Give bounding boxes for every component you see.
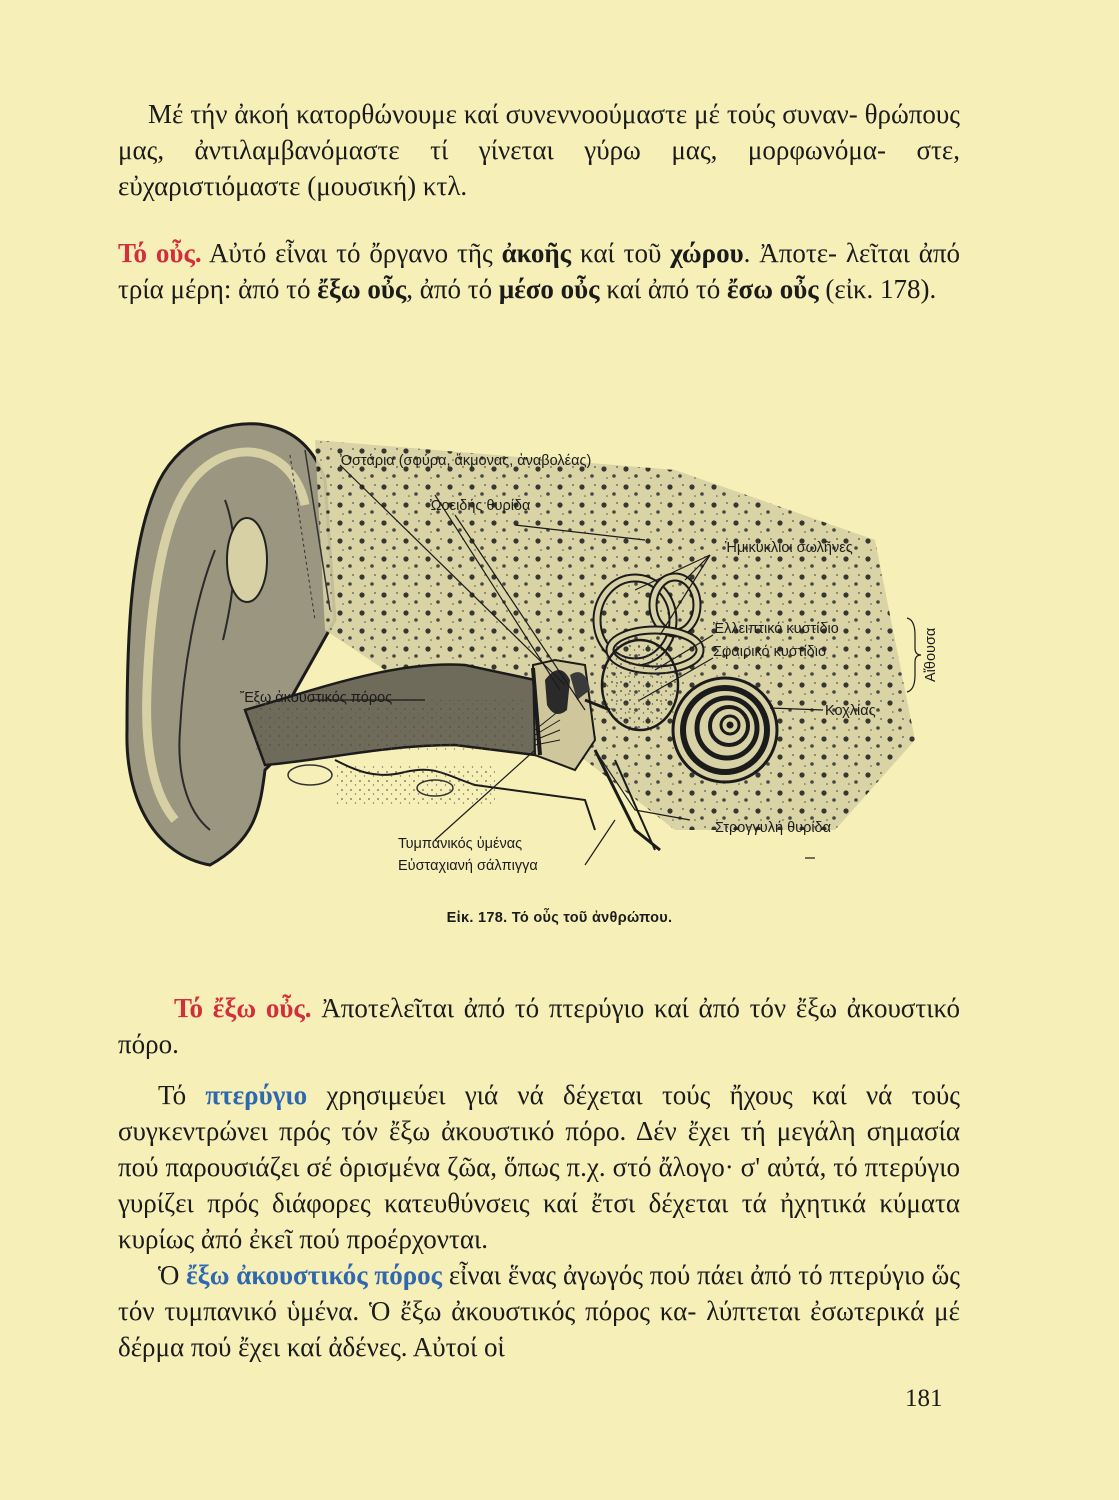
label-round-window: Στρογγυλή θυρίδα: [715, 820, 831, 836]
heading-ear: Τό οὖς.: [118, 238, 202, 268]
label-vestibule: Αἴθουσα: [923, 627, 939, 682]
p2-text-3: . Ἀποτε- λεῖται ἀπό τρία μέρη: ἀπό τό: [118, 238, 961, 304]
p3-text: Ἀποτελεῖται ἀπό τό πτερύγιο καί ἀπό τόν ἔξω ἀκουστικό πόρο.: [118, 993, 960, 1059]
page-number: 181: [905, 1385, 943, 1412]
term-outer-ear: ἔξω οὖς: [317, 274, 407, 304]
label-ear-canal: Ἔξω ἀκουστικός πόρος: [240, 690, 393, 706]
label-cochlea: Κοχλίας: [825, 703, 876, 719]
p5-text: εἶναι ἕνας ἀγωγός πού πάει ἀπό τό πτερύγιο ὥς τόν τυμπανικό ὑμένα. Ὁ ἔξω ἀκουστικός πόρος κα- λύπτεται ἐσωτερικά μέ δέρμα πού ἔχει καί ἀδένες. Αὐτοί οἱ: [118, 1260, 960, 1362]
paragraph-1-text: Μέ τήν ἀκοή κατορθώνουμε καί συνεννοούμαστε μέ τούς συναν- θρώπους μας, ἀντιλαμβανόμαστε τί γίνεται γύρω μας, μορφωνόμα- στε, εὐχαριστιόμαστε (μουσική) κτλ.: [118, 99, 960, 201]
paragraph-ear-canal: [118, 1257, 960, 1365]
pinna-shape: [127, 424, 335, 865]
paragraph-hearing-intro: [118, 96, 960, 204]
label-semicircular-canals: Ἡμικύκλιοι σωλῆνες: [725, 540, 853, 556]
term-pinna: πτερύγιο: [205, 1080, 308, 1110]
p2-text-2: καί τοῦ: [571, 238, 671, 268]
label-eustachian-tube: Εὐσταχιανή σάλπιγγα: [398, 858, 538, 874]
p4-text: χρησιμεύει γιά νά δέχεται τούς ἤχους καί νά τούς συγκεντρώνει πρός τόν ἔξω ἀκουστικό πόρο. Δέν ἔχει τή μεγάλη σημασία πού παρουσιάζει σέ ὁρισμένα ζῶα, ὅπως π.χ. στό ἄλογο· σ' αὐτά, τό πτερύγιο γυρίζει πρός διάφορες κατευθύνσεις καί ἔτσι δέχεται τά ἠχητικά κύματα κυρίως ἀπό ἐκεῖ πού προέρχονται.: [118, 1080, 960, 1254]
label-saccule: Σφαιρικό κυστίδιο: [713, 644, 827, 660]
label-eardrum: Τυμπανικός ὑμένας: [398, 836, 523, 852]
paragraph-ear-overview: [118, 235, 960, 307]
p5-text-start: Ὁ: [158, 1260, 187, 1290]
p4-text-start: Τό: [158, 1080, 206, 1110]
label-oval-window: Ὠοειδής θυρίδα: [430, 498, 531, 514]
p2-text-4: , ἀπό τό: [406, 274, 499, 304]
cochlea-shape: [673, 678, 777, 782]
paragraph-pinna: [118, 1077, 960, 1257]
label-ossicles: Ὀστάρια (σφύρα, ἄκμονας, ἀναβολέας): [340, 453, 592, 469]
ear-anatomy-figure: [115, 410, 945, 890]
label-utricle: Ἐλλειπτικό κυστίδιο: [713, 621, 839, 637]
paragraph-outer-ear: [118, 990, 960, 1062]
term-hearing: ἀκοῆς: [501, 238, 572, 268]
term-inner-ear: ἔσω οὖς: [726, 274, 819, 304]
p2-text-5: καί ἀπό τό: [599, 274, 727, 304]
p2-text-6: (εἰκ. 178).: [818, 274, 937, 304]
heading-outer-ear: Τό ἔξω οὖς.: [174, 993, 312, 1023]
figure-caption: Εἰκ. 178. Τό οὖς τοῦ ἀνθρώπου.: [446, 910, 673, 926]
term-ear-canal: ἔξω ἀκουστικός πόρος: [186, 1260, 443, 1290]
term-space: χώρου: [670, 238, 744, 268]
term-middle-ear: μέσο οὖς: [498, 274, 600, 304]
ear-diagram: [115, 410, 945, 890]
p2-text-1: Αὐτό εἶναι τό ὄργανο τῆς: [201, 238, 502, 268]
